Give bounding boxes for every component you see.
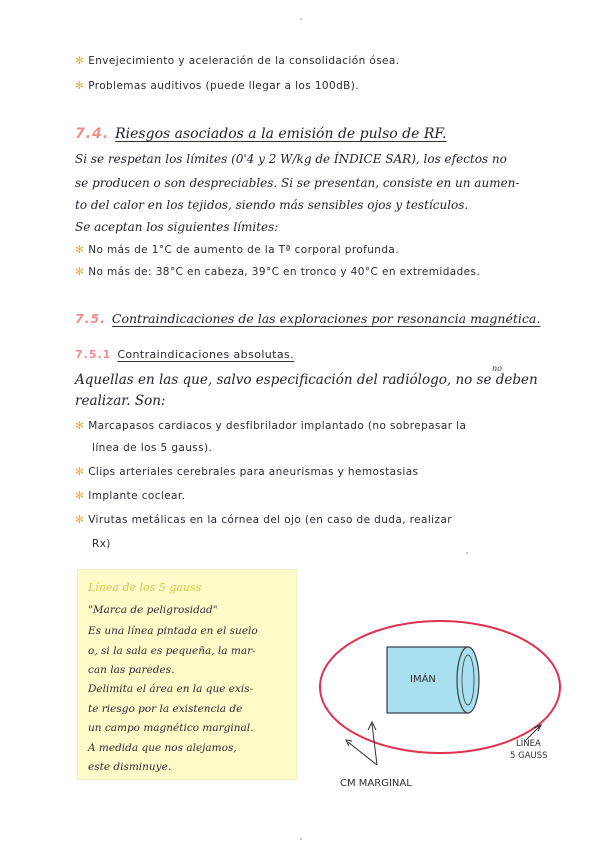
marginal-field-label: CM MARGINAL <box>340 778 412 789</box>
intro-text: Aquellas en las que, salvo especificación del radiólogo, no se deben <box>75 372 538 388</box>
section-heading-7-5-1 <box>75 348 294 361</box>
magnet-label: IMÁN <box>410 674 436 685</box>
item-text: Clips arteriales cerebrales para aneurismas y hemostasias <box>88 466 419 478</box>
note-line: can las paredes. <box>88 664 175 676</box>
page-dot <box>300 838 302 840</box>
asterisk-icon: ✻ <box>75 514 85 526</box>
limit-item <box>75 266 480 278</box>
note-line: A medida que nos alejamos, <box>88 742 237 754</box>
note-line: un campo magnético marginal. <box>88 722 254 734</box>
section-number: 7.5. <box>75 311 106 326</box>
note-line: Delimita el área en la que exis- <box>88 683 254 695</box>
section-title: Contraindicaciones de las exploraciones por resonancia magnética. <box>111 311 541 326</box>
item-text: Marcapasos cardiacos y desfibrilador implantado (no sobrepasar la <box>88 420 467 432</box>
section-number: 7.5.1 <box>75 348 112 361</box>
asterisk-icon: ✻ <box>75 490 85 502</box>
limit-text: No más de 1°C de aumento de la Tª corporal profunda. <box>88 244 400 256</box>
note-line: este disminuye. <box>88 761 172 773</box>
asterisk-icon: ✻ <box>75 266 85 278</box>
note-line: o, si la sala es pequeña, la mar- <box>88 645 256 657</box>
paragraph-line: to del calor en los tejidos, siendo más sensibles ojos y testículos. <box>75 198 469 212</box>
contraindication-item-cont: línea de los 5 gauss). <box>92 442 213 454</box>
section-heading-7-5 <box>75 311 540 326</box>
contraindication-item-cont: Rx) <box>92 538 111 550</box>
asterisk-icon: ✻ <box>75 55 85 67</box>
paragraph-line <box>75 372 538 388</box>
field-arrow-line <box>348 742 377 765</box>
superscript-correction: no <box>492 364 502 373</box>
page-dot <box>300 18 302 20</box>
note-line: Es una línea pintada en el suelo <box>88 625 258 637</box>
paragraph-line: se producen o son despreciables. Si se presentan, consiste en un aumen- <box>75 176 520 190</box>
section-title: Contraindicaciones absolutas. <box>117 348 295 361</box>
contraindication-item <box>75 420 466 432</box>
section-heading-7-4 <box>75 126 446 142</box>
bullet-text: Problemas auditivos (puede llegar a los 100dB). <box>88 80 359 92</box>
item-text: Implante coclear. <box>88 490 186 502</box>
asterisk-icon: ✻ <box>75 80 85 92</box>
paragraph-line: Si se respetan los límites (0'4 y 2 W/kg de ÍNDICE SAR), los efectos no <box>75 152 507 166</box>
contraindication-item <box>75 466 418 478</box>
asterisk-icon: ✻ <box>75 420 85 432</box>
gauss-line-label-1: LÍNEA <box>516 739 541 749</box>
magnet-front-face <box>457 647 479 713</box>
field-arrow-line <box>372 724 377 765</box>
contraindication-item <box>75 514 452 526</box>
bullet-text: Envejecimiento y aceleración de la consolidación ósea. <box>88 55 400 67</box>
section-title: Riesgos asociados a la emisión de pulso de RF. <box>115 126 447 142</box>
magnet-diagram <box>300 600 600 810</box>
section-number: 7.4. <box>75 126 110 142</box>
limit-item <box>75 244 399 256</box>
gauss-line-label-2: 5 GAUSS <box>510 751 548 761</box>
note-line: "Marca de peligrosidad" <box>88 604 218 616</box>
contraindication-item <box>75 490 185 502</box>
bullet-item <box>75 80 359 92</box>
note-title: Línea de los 5 gauss <box>88 581 202 594</box>
paragraph-line: realizar. Son: <box>75 393 166 409</box>
bullet-item <box>75 55 400 67</box>
paragraph-line: Se aceptan los siguientes límites: <box>75 220 279 234</box>
limit-text: No más de: 38°C en cabeza, 39°C en tronco y 40°C en extremidades. <box>88 266 481 278</box>
asterisk-icon: ✻ <box>75 244 85 256</box>
item-text: Virutas metálicas en la córnea del ojo (en caso de duda, realizar <box>88 514 452 526</box>
note-line: te riesgo por la existencia de <box>88 703 243 715</box>
page-dot <box>466 552 468 554</box>
sticky-note <box>77 569 297 780</box>
asterisk-icon: ✻ <box>75 466 85 478</box>
